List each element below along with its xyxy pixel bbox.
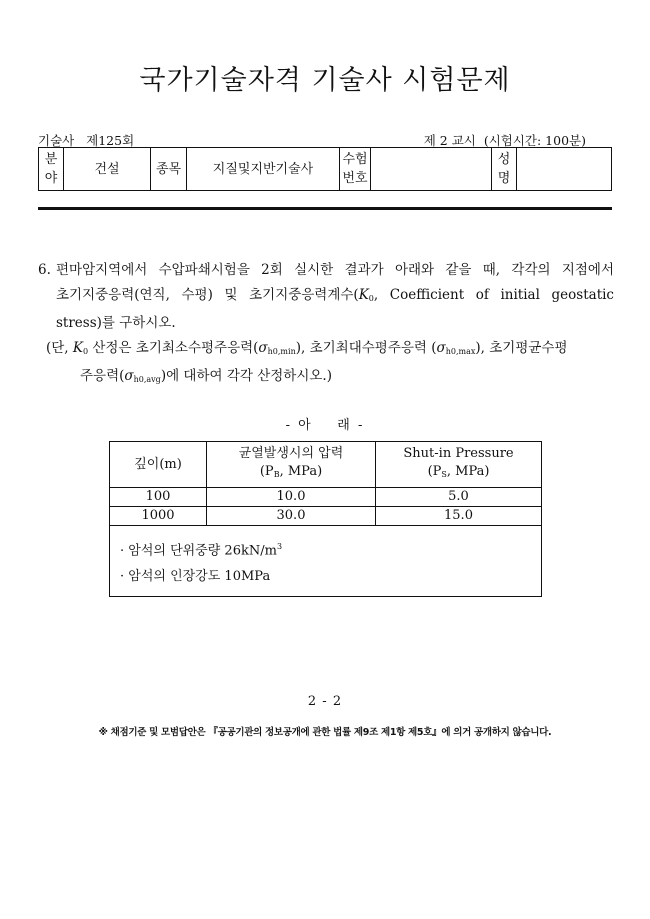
note-k0-subscript: 0 [82, 347, 89, 356]
note-text-d: 주응력( [80, 368, 125, 384]
name-value[interactable] [517, 148, 612, 191]
exam-info-line [38, 131, 612, 147]
depth-header: 깊이(m) [110, 442, 207, 488]
ps-unit-b: , MPa) [446, 464, 490, 479]
note-text-a: 산정은 초기최소수평주응력( [88, 340, 259, 356]
category-label: 종목 [151, 148, 187, 191]
pb-cell: 30.0 [207, 507, 376, 526]
exam-round: 기술사 제125회 [38, 133, 135, 148]
problem-line-1 [38, 258, 614, 283]
note-open: (단, [46, 340, 73, 356]
section-separator: - 아 래 - [285, 418, 365, 433]
sigma-min-subscript: h0,min [267, 347, 296, 356]
ps-cell: 15.0 [376, 507, 542, 526]
exam-no-label-cell [340, 148, 371, 191]
sigma-max-subscript: h0,max [445, 347, 476, 356]
pb-header-line2 [207, 463, 375, 484]
ps-header-line1: Shut-in Pressure [403, 446, 514, 461]
sigma-avg-subscript: h0,avg [133, 375, 161, 384]
problem-text-2: 초기지중응력(연직, 수평) 및 초기지중응력계수( [56, 287, 359, 303]
k0-subscript: 0 [368, 294, 374, 303]
problem-note-line-2 [38, 364, 614, 392]
ps-subscript: S [441, 470, 447, 479]
pb-unit-a: (P [259, 464, 274, 479]
table-row [110, 488, 542, 507]
field-label: 분야 [44, 152, 58, 186]
note-text-c: ), 초기평균수평 [475, 340, 568, 356]
field-value: 건설 [64, 148, 151, 191]
problem-text-2b: , Coefficient of initial geostatic [373, 287, 614, 303]
problem-note-line-1 [38, 336, 614, 364]
sigma-max-symbol: σ [436, 340, 446, 356]
ps-header [376, 442, 542, 488]
category-value: 지질및지반기술사 [187, 148, 340, 191]
table-notes [110, 526, 542, 597]
ps-unit-a: (P [427, 464, 442, 479]
page-number: 2 - 2 [307, 694, 343, 709]
footnote: ※ 채점기준 및 모범답안은 『공공기관의 정보공개에 관한 법률 제9조 제1항 제5호』에 의거 공개하지 않습니다. [98, 727, 552, 738]
sigma-min-symbol: σ [258, 340, 268, 356]
ps-header-line2 [376, 463, 541, 484]
note-k0-symbol: K [72, 340, 83, 356]
note-unit-weight [120, 534, 531, 564]
k0-symbol: K [358, 287, 369, 303]
pb-subscript: B [273, 470, 280, 479]
ps-cell: 5.0 [376, 488, 542, 507]
note-text-e: )에 대하여 각각 산정하시오.) [160, 368, 332, 384]
name-label: 성명 [497, 152, 511, 186]
exam-no-value[interactable] [371, 148, 492, 191]
sigma-avg-symbol: σ [124, 368, 134, 384]
pb-unit-b: , MPa) [279, 464, 323, 479]
pb-header [207, 442, 376, 488]
field-label-cell [39, 148, 64, 191]
problem-number: 6. [38, 262, 51, 278]
exam-period: 제 2 교시 (시험시간: 100분) [423, 133, 586, 148]
unit-weight-superscript: 3 [276, 542, 283, 551]
header-divider [38, 207, 612, 210]
unit-weight-text: · 암석의 단위중량 26kN/m [120, 543, 277, 559]
name-label-cell [492, 148, 517, 191]
exam-no-label: 수험번호 [342, 152, 368, 186]
depth-cell: 1000 [110, 507, 207, 526]
table-notes-row [110, 526, 542, 597]
test-result-table [109, 441, 542, 597]
table-row [110, 507, 542, 526]
document-title: 국가기술자격 기술사 시험문제 [139, 65, 511, 96]
depth-cell: 100 [110, 488, 207, 507]
problem-6 [38, 258, 614, 392]
table-header-row [110, 442, 542, 488]
pb-cell: 10.0 [207, 488, 376, 507]
exam-header-table [38, 147, 612, 191]
problem-line-3: stress)를 구하시오. [56, 315, 176, 331]
problem-text-1: 편마암지역에서 수압파쇄시험을 2회 실시한 결과가 아래와 같을 때, 각각의 지점에서 [56, 262, 614, 278]
problem-line-2 [38, 283, 614, 311]
note-text-b: ), 초기최대수평주응력 ( [295, 340, 437, 356]
pb-header-line1: 균열발생시의 압력 [238, 446, 344, 461]
note-tensile-strength: · 암석의 인장강도 10MPa [120, 569, 271, 585]
